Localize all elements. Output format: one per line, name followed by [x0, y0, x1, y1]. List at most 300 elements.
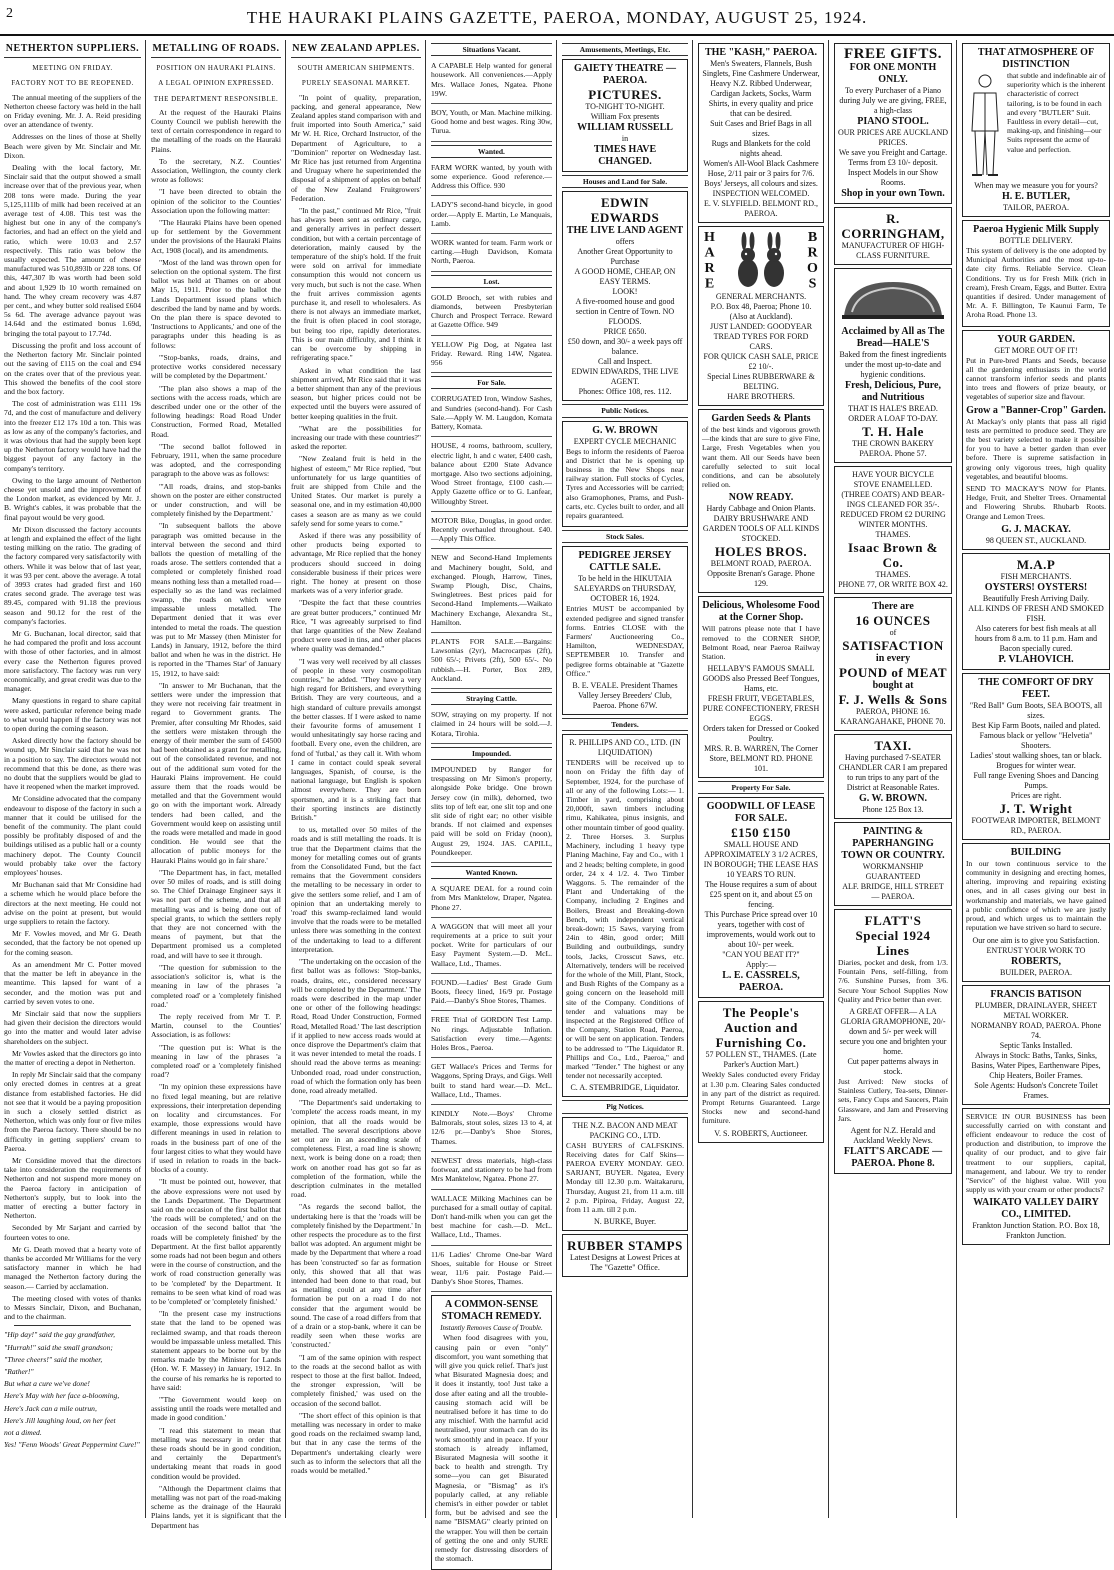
paragraph: "The Hauraki Plains have been opened up for settlement by the Government under the provisions of the Hauraki Plains Act, 1908 (local), and its amendments.: [151, 218, 281, 255]
taxi-phone: Phone 125 Box 13.: [862, 805, 924, 814]
corner-title: Delicious, Wholesome Food at the Corner Shop.: [702, 600, 820, 624]
waikato-name: WAIKATO VALLEY DAIRY CO., LIMITED.: [973, 1197, 1099, 1221]
section-pig-notices: Pig Notices.: [562, 1100, 688, 1113]
batison-sub: PLUMBER, DRAINLAYER, SHEET METAL WORKER.: [975, 1000, 1097, 1020]
batison-agent: Sole Agents: Hudson's Concrete Toilet Frames.: [974, 1080, 1098, 1100]
ad-line: HARE BROTHERS.: [727, 392, 795, 401]
atmosphere-text: that subtle and indefinable air of superiority which is the inherent characteristic of correct tailoring, is to be found in each and every "BUTLER" Suit. Faultless in every detail—cut, making-up, and finishing—our Suits represent the acme of value and perfection.: [1007, 71, 1106, 154]
your-garden-text: Put in Pure-bred Plants and Seeds, because all the gardening enthusiasts in the world cannot transform inferior seeds and plants into trees and flowers of prize beauty, or vegetables of superior size and flavour.: [966, 355, 1106, 402]
paragraph: Here's Jill laughing loud, on her feet: [4, 1415, 116, 1425]
hare-lines: [702, 292, 820, 402]
classified-ad: [431, 1013, 552, 1058]
map-text: Also caterers for best fish meals at all hours from 8 a.m. to 11 p.m. Ham and Bacon specially cured.: [974, 623, 1098, 653]
phillips-text: TENDERS will be received up to noon on Friday the fifth day of September, 1924, for the purchase of all or any of the following Lots:— 1. Timber in yard, comprising about 20,000ft, sawn timbers including rimu, Kahikatea, pinus insignis, and other mountain timber of good quality. 2. Three Horses. 3. Surplus Machinery, including 1 heavy type Planing Machine, Fay and Co., with 1 and 2 heads; belting complete, in good order, 24 x 4 1/2. 4. Two Timber Waggons. 5. The remainder of the Plant and Undertaking of the Company, including 2 Engines and Boilers, Breast and Breaking-down Bench, with independent vertical break-down; 15 Saws, varying from 24in to 48in, good order; Mill Building and outbuildings, sundry tools, Jacks, Crosscut Saws, etc. Alternatively, tenders will be received for the whole of the Mill, Plant, Stock, and Bush Rights of the Company as a going concern on the leasehold mill site of the Company. Conditions of tender and valuations may be inspected at the Registered Office of the Company, Station Road, Paeroa, or will be sent on application. Tenders to be addressed to "The Liquidator R. Phillips and Co., Ltd., Paeroa," and marked "Tender." The highest or any tender not necessarily accepted.: [566, 758, 684, 1081]
paragraph: The meeting closed with votes of thanks to Messrs Sinclair, Dixon, and Buchanan, and to the chairman.: [4, 1293, 141, 1322]
atmosphere-measure: When may we measure you for yours?: [974, 181, 1098, 190]
meat-l2: 16 OUNCES: [855, 613, 931, 628]
ad-line: Ladies' stout walking shoes, tan or black.: [970, 750, 1102, 760]
paragraph: not a dimed.: [4, 1428, 42, 1438]
paragraph: "In the past," continued Mr Rice, "fruit has always been sent as ordinary cargo, and generally arrives in perfect dessert condition, but with a certain percentage of deterioration, mainly caused by the temperature of the ship's hold. If the fruit were sold on arrival for immediate consumption this would not concern us very much, but such is not the case. When the fruit arrives commission agents purchase it, and resell to wholesalers. As there is not always an immediate market, the fruit is often placed in cool storage, but being too ripe, rapidly deteriorates. This is our main difficulty, and I think it can be overcome by shipping in refrigerating space.": [291, 206, 421, 363]
bicycle-l4: INGS CLEANED FOR 35/-.: [846, 500, 940, 509]
classified-ad: [431, 1192, 552, 1246]
painting-name: ALF. BRIDGE, HILL STREET — PAEROA.: [842, 882, 944, 901]
flatt-agent: Agent for N.Z. Herald and Auckland Weekly News.: [850, 1126, 936, 1146]
gaiety-nights: TO-NIGHT TO-NIGHT.: [585, 102, 665, 112]
wells-name: F. J. Wells & Sons: [838, 692, 948, 707]
bacon-sig: N. BURKE, Buyer.: [594, 1217, 656, 1227]
gaiety-presents: William Fox presents: [590, 112, 660, 122]
paragraph: Owing to the large amount of Netherton cheese yet unsold and the improvement of the London market, as evidenced by Mr. J. B. Wright's cables, it was probable that the final payout would be very good.: [4, 475, 141, 522]
goodwill-price: £150 £150: [731, 825, 791, 841]
paragraph: "Hip day!" said the gay grandfather,: [4, 1330, 115, 1340]
ad-line: Suit Cases and Brief Bags in all sizes.: [710, 119, 812, 138]
goodwill-text: SMALL HOUSE AND APPROXIMATELY 3 1/2 ACRES, IN BOROUGH; THE LEASE HAS 10 YEARS TO RUN.: [703, 840, 819, 880]
ad-line: Women's All-Wool Black Cashmere Hose, 2/11 pair or 3 pairs for 7/6.: [703, 159, 819, 178]
fish-merchants-ad: [962, 553, 1110, 670]
paragraph: "The Department's said undertaking to 'complete' the access roads meant, in my opinion, that all the roads would be metalled. The several descriptions above set out are in an ascending scale of completeness. First, a road line is shown; next, work is being done on a road; then work on another road has got so far as completion of the formation, while the description culminates in the metalled road.: [291, 1098, 421, 1200]
goodwill-title: GOODWILL OF LEASE FOR SALE.: [706, 801, 816, 825]
classified-ad-text: WORK wanted for team. Farm work or carting.—Hugh Davidson, Komata North, Paeroa.: [431, 238, 552, 266]
corringham-ad: [834, 207, 952, 265]
paragraph: "Although the Department claims that metalling was not part of the road-making scheme as the drainage of the Hauraki Plains lands, yet it is significant that the Department has: [151, 1483, 281, 1530]
hale-addr: THE CROWN BAKERY PAEROA. Phone 57.: [852, 439, 934, 458]
subhead-factory: FACTORY NOT TO BE REOPENED.: [11, 79, 134, 88]
ad-line: E. V. SLYFIELD. BELMONT RD., PAEROA.: [703, 199, 819, 218]
atmosphere-body: [966, 71, 1106, 181]
newspaper-title: THE HAURAKI PLAINS GAZETTE, PAEROA, MONDAY, AUGUST 25, 1924.: [246, 8, 868, 27]
batison-name: FRANCIS BATISON: [990, 988, 1082, 1000]
phillips-tender-ad: [562, 734, 688, 1097]
paragraph: Mr G. Death moved that a hearty vote of thanks be accorded Mr Williams for the very satisfactory manner in which he had managed the Netherton factory during the season.— Carried by acclamation.: [4, 1244, 141, 1291]
hale-text: Baked from the finest ingredients under the most up-to-date and hygienic conditions.: [839, 350, 947, 379]
paragraph: "The short effect of this opinion is that metalling was necessary in order to make good roads on the reclaimed swamp land, but that in any case the terms of the Department's undertaking clearly were such as to inform the selectors that all the roads would be metalled.": [291, 1410, 421, 1476]
paragraph: "It must be pointed out, however, that the above expressions were not used by the Lands Department. The Department said on the occasion of the first ballot that 'the roads will be completed,' and on the occasion of the second ballot that 'the roads will be completely finished' by the Department. At the first ballot apparently some roads had not been begun and others were in the course of construction, and the work of road construction generally was to be 'completed' by the Department. It remains to be seen what kind of road was to be 'completed' or 'completely finished.': [151, 1177, 281, 1306]
paragraph: "In answer to Mr Buchanan, that the settlers were under the impression that they were not receiving fair treatment in regard to Government grants. The Premier, after consulting Mr Rhodes, said the settlers were mistaken through the energy of their member the sum of £4500 had been obtained as a grant for metalling, out of the consolidated revenue, and not out of the additional sum voted for the Hauraki Plains improvement. He could assure them that the roads would be metalled and that the Government would go on with the important work. Already tenders had been called, and the Government would keep on assisting until the roads were metalled and made in good condition. He would see that the allocation of public moneys for the Hauraki Plains would go in fair share.': [151, 680, 281, 865]
gaiety-film: TIMES HAVE CHANGED.: [593, 144, 657, 168]
map-oysters: OYSTERS! OYSTERS!: [984, 581, 1088, 593]
article-body: [4, 93, 141, 1322]
jersey-sale-ad: [562, 546, 688, 715]
ad-line: Special Lines RUBBERWARE & BELTING.: [707, 372, 815, 391]
free-inspect: Inspect Models in our Show Rooms.: [847, 168, 939, 187]
paragraph: to us, metalled over 50 miles of the roads and is still metalling the roads. It is true that the Department claims that the money for metalling comes out of grants from the Consolidated Fund, but the fact remains that the Government considers the metalling to be necessary in order to give the settlers some relief, and I am of opinion that an undertaking merely to 'road' this swamp-reclaimed land would involve that the roads were to be metalled unless there was something in the context of the undertaking to lead to a different interpretation.: [291, 825, 421, 954]
gentleman-figure-icon: [966, 71, 1004, 181]
paragraph: "'All roads, drains, and stop-banks shown on the poster are either constructed or under construction, and will be completely finished by the Department.': [151, 481, 281, 519]
paragraph: To the secretary, N.Z. Counties' Association, Wellington, the county clerk wrote as follows:: [151, 156, 281, 185]
batison-addr: NORMANBY ROAD, PAEROA. Phone 74.: [970, 1020, 1102, 1040]
your-garden-send: SEND TO MACKAY'S NOW for Plants. Hedge, Fruit, and Shelter Trees. Ornamental and Flowering Shrubs. Rhubarb Roots. Orange and Lemon Trees.: [966, 484, 1106, 521]
classified-ad: [431, 1154, 552, 1190]
gaiety-in: in: [621, 134, 629, 144]
meat-l3: of: [889, 628, 897, 637]
garden-hardy: Hardy Cabbage and Onion Plants.: [706, 504, 816, 514]
column-shops: [830, 40, 957, 1518]
flatt-sig: FLATT'S ARCADE — PAEROA. Phone 8.: [843, 1146, 943, 1170]
peoples-auction-ad: [698, 1001, 824, 1142]
taxi-name: G. W. BROWN.: [858, 793, 928, 804]
paragraph: "I was very well received by all classes of people in these very cosmopolitan countries," he added. "They have a very high regard for Britishers, and everything British. They are very courteous, and a high standard of culture prevails amongst the better classes. If I were asked to name their favourite forms of amusement I would unhesitatingly say horse racing and football. Every one, even the children, are fond of 'futbal,' as they call it. With whom I came in contact could speak several languages, Spanish, of course, is the national language, but English is spoken almost everywhere. They are born sportsmen, and it is a striking fact that their sporting instincts are distinctly British.": [291, 656, 421, 823]
section-public-notices: Public Notices.: [562, 404, 688, 417]
flatt-text: Diaries, pocket and desk, from 1/3. Fountain Pens, self-filling, from 7/6. Sunshine Purses, from 3/6. Secure Your School Supplies Now Quality and Price better than ever.: [838, 958, 948, 1004]
wright-name: J. T. Wright: [999, 800, 1073, 816]
free-text: To every Purchaser of a Piano during July we are giving, FREE, a high-class: [839, 86, 947, 115]
butler-tailor-ad: [962, 43, 1110, 217]
milk-supply-ad: [962, 220, 1110, 327]
paragraph: "Hurrah!" said the small grandson;: [4, 1342, 113, 1352]
classified-ad-text: BOY, Youth, or Man. Machine milking. Good home and best wages. Ring 30w, Turua.: [431, 108, 552, 136]
feature-text: When food disagrees with you, causing pain or even "only" discomfort, you want something that will give you quick relief. That's just what Bisurated Magnesia does; and it does it instantly, too! Just take a dose after eating and all the trouble-causing stomach acid will be neutralised before it has time to do any mischief. With the harmful acid neutralised, your stomach can do its work smoothly and in peace. If your stomach is already inflamed, Bisurated Magnesia will soothe it back to health and strength. Try some—you can get Bisurated Magnesia, or "Bismag" as it's popularly called, at any reliable chemist's in either powder or tablet form, but be advised and see the name "BISMAG" clearly printed on the wrapper. You will then be certain of getting the one and only SURE remedy for distressing disorders of the stomach.: [435, 1333, 548, 1564]
ad-line: FOR QUICK CASH SALE, PRICE £2 10/-.: [703, 352, 819, 371]
paragraph: "Most of the land was thrown open for selection on the optional system. The first ballot was held at Thames on or about May 15, 1911. Prior to the ballot the Lands Department issued plans which described the land by name and by words. On the plan there is space devoted to 'Instructions to Applicants,' and one of the paragraphs under this heading is as follows:: [151, 257, 281, 350]
headline-apples: NEW ZEALAND APPLES.: [291, 44, 421, 58]
paragraph: Mr Vowles asked that the directors go into the matter of erecting a depot in Netherton.: [4, 1048, 141, 1067]
gaiety-star: WILLIAM RUSSELL: [577, 122, 673, 134]
meat-l4: SATISFACTION: [842, 638, 944, 653]
subhead-legal: A LEGAL OPINION EXPRESSED.: [158, 79, 274, 88]
ad-line: JUST LANDED: GOODYEAR TREAD TYRES FOR FORD CARS.: [709, 322, 813, 351]
article-body: [291, 93, 421, 1476]
paragraph: As an amendment Mr C. Potter moved that the matter be left in abeyance in the meantime. This lapsed for want of a seconder, and the motion was put and carried by seven votes to one.: [4, 959, 141, 1006]
mackay-addr: 98 QUEEN ST., AUCKLAND.: [985, 535, 1087, 545]
free-title: FREE GIFTS.: [843, 46, 943, 62]
taxi-ad: [834, 734, 952, 819]
roberts-name: ROBERTS,: [1011, 955, 1061, 967]
paragraph: "Three cheers!" said the mother,: [4, 1354, 103, 1364]
classified-ad: [431, 236, 552, 272]
classified-heading: For Sale.: [431, 376, 552, 389]
subhead-seasonal: PURELY SEASONAL MARKET.: [301, 79, 411, 88]
flatt-arrived: Just Arrived: New stocks of Stainless Cutlery, Tea-sets, Dinner-sets, Fancy Cups and Saucers, Plain Glassware, and Jam and Preserving Jars.: [838, 1077, 948, 1123]
auction-sig: V. S. ROBERTS, Auctioneer.: [714, 1128, 808, 1138]
corringham-sub: MANUFACTURER OF HIGH-CLASS FURNITURE.: [841, 241, 945, 260]
map-sub: FISH MERCHANTS.: [1000, 571, 1072, 581]
phillips-sig: C. A. STEMBRIDGE, Liquidator.: [570, 1083, 680, 1093]
brown-title: EXPERT CYCLE MECHANIC: [573, 436, 677, 446]
ad-line: INSPECTION WELCOMED.: [712, 189, 810, 198]
paragraph: Mr Buchanan said that Mr Considine had a scheme which he would place before the directors at the next meeting. He could not advise on the point at present, but would urge suppliers to retain the factory.: [4, 880, 141, 927]
classified-ad-text: FOUND.—Ladies' Best Grade Gum Boots, fleecy lined, 16/9 pr. Postage Paid.—Danby's Shoe Stores, Thames.: [431, 977, 552, 1006]
classified-heading: Wanted Known.: [431, 866, 552, 879]
feature-sub: Instantly Removes Cause of Trouble.: [440, 1324, 543, 1333]
meat-ad: [834, 597, 952, 731]
classified-ad-text: PLANTS FOR SALE.—Bargains: Lawsonias (2yr), Macrocarpas (2ft), 500 65/-; Privets (2ft), 500 65/-. No rubbish.—H. Porter, Box 289, Auckland.: [431, 636, 552, 683]
auction-addr: 57 POLLEN ST., THAMES. (Late Parker's Auction Mart.): [705, 1050, 817, 1070]
hare-bros-ad: [698, 226, 824, 406]
paragraph: "The question for submission to the association's solicitor is, what is the meaning in law of the phrases 'a completed road' or a 'completely finished road.': [151, 962, 281, 1009]
wells-addr: PAEROA, PHONE 16. KARANGAHAKE, PHONE 70.: [840, 707, 946, 726]
map-fresh: Beautifully Fresh Arriving Daily.: [982, 593, 1090, 603]
flatt-offer: A GREAT OFFER— A LA GLORIA GRAMOPHONE, 20/- down and 5/- per week will secure you one and brighten your home.: [839, 1007, 947, 1057]
corner-shop-ad: [698, 596, 824, 778]
classified-ad-text: 11/6 Ladies' Chrome One-bar Ward Shoes, suitable for House or Street wear, 11/6 pair. Postage Paid.—Danby's Shoe Stores, Thames.: [431, 1249, 552, 1287]
subhead-meeting: MEETING ON FRIDAY.: [32, 64, 113, 73]
paragraph: Asked directly how the factory should be wound up, Mr Sinclair said that he was not in a position to say. The directors would not recommend that this be done, as there was no doubt that the suppliers would be glad to have it reopened when the market improved.: [4, 736, 141, 792]
map-kinds: ALL KINDS OF FRESH AND SMOKED FISH.: [968, 603, 1104, 623]
ad-line: Men's Sweaters, Flannels, Bush Singlets, Fine Cashmere Underwear, Heavy N.Z. Ribbed Underwear, Cardigan Jackets, Socks, Warm Shirts, in every quality and price that can be desired.: [702, 59, 820, 118]
rubber-title: RUBBER STAMPS: [567, 1238, 683, 1254]
goodwill-beat: "CAN YOU BEAT IT?": [722, 950, 800, 960]
bicycle-l2: STOVE ENAMELLED.: [853, 480, 933, 489]
brown-text: Begs to inform the residents of Paeroa and District that he is opening up business in the New Shops near railway station. Full stocks of Cycles, Tyres and Accessories will be carried; also Gramophones, Prams, and Push-carts, etc. Cycles built to order, and all repairs guaranteed.: [566, 446, 684, 521]
taxi-text: Having purchased 7-SEATER CHANDLER CAR I am prepared to run trips to any part of the District at Reasonable Rates.: [838, 753, 948, 792]
section-property: Property For Sale.: [698, 781, 824, 794]
building-text: In our town continuous service to the community in designing and erecting homes, altering, improving and repairing existing ones, and in all cases giving our best in workmanship and materials, we have gained a public confidence of which we are justly proud, and which urges us to maintain the reputation we have striven so hard to secure.: [966, 858, 1106, 933]
paragraph: Seconded by Mr Sarjant and carried by fourteen votes to one.: [4, 1223, 141, 1242]
paragraph: "The second ballot followed in February, 1911, when the same procedure was adopted, and the corresponding paragraph to the above was as follows:: [151, 441, 281, 479]
building-ad: [962, 843, 1110, 982]
column-tradesmen: [958, 40, 1114, 1518]
painting-title: PAINTING & PAPERHANGING TOWN OR COUNTRY.: [841, 826, 945, 861]
column-metalling: [147, 40, 286, 1530]
classified-heading: Straying Cattle.: [431, 692, 552, 705]
bicycle-l1: HAVE YOUR BICYCLE: [852, 470, 934, 479]
bacon-text: CASH BUYERS of CALFSKINS. Receiving dates for Calf Skins— PAEROA EVERY MONDAY. GEO. SARJANT, BUYER. Ngatea, Every Monday till 12.30 p.m. Waitakaruru, Thursday, August 21, from 11 a.m. till 2 p.m. Pipiroa, Friday, August 22, from 11 a.m. till 2 p.m.: [566, 1140, 684, 1214]
corner-hellaby: HELLABY'S FAMOUS SMALL GOODS also Pressed Beef Tongues, Hams, etc.: [702, 664, 820, 694]
painting-guarantee: WORKMANSHIP GUARANTEED: [862, 862, 924, 881]
classified-ad: [431, 1248, 552, 1293]
waikato-dairy-ad: [962, 1108, 1110, 1246]
subhead-department: THE DEPARTMENT RESPONSIBLE.: [153, 94, 279, 103]
goodwill-spread: This Purchase Price spread over 10 years, together with cost of improvements, would work out to about 10/- per week.: [704, 910, 818, 950]
ad-line: P.O. Box 48, Paeroa; Phone 10. (Also at Auckland).: [710, 302, 812, 321]
classified-ad: [431, 976, 552, 1012]
headline-netherton: NETHERTON SUPPLIERS.: [4, 44, 141, 58]
building-entrust: ENTRUST YOUR WORK TO: [986, 945, 1086, 955]
building-aim: Our one aim is to give you Satisfaction.: [972, 935, 1100, 945]
classified-ad: [431, 882, 552, 918]
milk-title: Paeroa Hygienic Milk Supply: [973, 224, 1099, 235]
corner-sig: MRS. R. B. WARREN, The Corner Store, BELMONT RD. PHONE 101.: [704, 744, 818, 774]
paragraph: Addresses on the lines of those at Shelly Beach were given by Mr. Sinclair and Mr. Dixon.: [4, 132, 141, 160]
paragraph: "In subsequent ballots the above paragraph was omitted because in the interval between the second and third ballots the question of metalling of the roads arose. The settlers contended that a completed or completely finished road means nothing less than a metalled road—especially so as the land was reclaimed swamp, the roads on which were impassable unless metalled. The Department denied that it was ever intended to metal the roads. The question was put to Mr Massey (then Minister for Lands) in January, 1912, before the third ballot and when he was in the district. He is reported in the 'Thames Star' of January 15, 1912, to have said:: [151, 521, 281, 678]
holes-addr: BELMONT ROAD, PAEROA. Opposite Brenan's Garage. Phone 129.: [707, 559, 815, 589]
paragraph: In reply Mr Sinclair said that the company only erected domes in centres at a great distance from established factories. He did not see that it would be a paying proposition in such a closely settled district as Netherton, which was only four or five miles from the Paeroa factory. There should be no difficulty in getting suppliers' cream to Paeroa.: [4, 1070, 141, 1153]
brown-name: G. W. BROWN: [592, 424, 658, 436]
classified-ad-text: GET Wallace's Prices and Terms for Waggons, Spring Drays, and Gigs. Well built to stand hard wear.—D. McL. Wallace, Ltd., Thames.: [431, 1062, 552, 1099]
paragraph: "As regards the second ballot, the undertaking here is that the 'roads will be completely finished by the Department.' In other respects the procedure as to the first ballot was adopted. An argument might be made by the Department that where a road has been 'constructed' so far as formation only, this showed that all that was intended had been done to that road, but as metalling could at any time after formation be put on a road I do not consider that the argument would be sound. The case of a road differs from that of a drain or a stop-bank, where it can be readily seen when these works are 'constructed.': [291, 1202, 422, 1350]
gw-brown-ad: [562, 421, 688, 528]
ad-line: Rugs and Blankets for the cold nights ahead.: [711, 139, 811, 158]
classified-ad: [431, 763, 552, 863]
gaiety-pictures: PICTURES.: [588, 87, 662, 103]
rubber-text: Latest Designs at Lowest Prices at The "Gazette" Office.: [570, 1253, 680, 1273]
paragraph: "I read this statement to mean that metalling was necessary in order that these roads should be in good condition, and certainly the Department's undertaking meant that roads in good condition would be provided.: [151, 1425, 281, 1481]
your-garden-title: YOUR GARDEN.: [997, 333, 1075, 345]
classified-ad-text: NEWEST dress materials, high-class footwear, and stationery to be had from Mrs Manktelow, Ngatea. Phone 27.: [431, 1155, 552, 1184]
classified-ad: [431, 920, 552, 974]
classified-heading: Impounded.: [431, 747, 552, 760]
classified-ad-text: NEW and Second-Hand Implements and Machinery bought, Sold, and exchanged. Plough, Harrow, Tines, Swamp Plough, Disc, Chains, Swingletrees. Best prices paid for Second-Hand Implements.—Waikato Machinery Exchange, Alexandra St., Hamilton.: [431, 553, 552, 627]
classified-heading: Lost.: [431, 275, 552, 288]
mackay-garden-ad: [962, 330, 1110, 550]
isaac-town: THAMES.: [875, 570, 911, 579]
classified-ad-text: LADY'S second-hand bicycle, in good order.—Apply E. Martin, Le Manquais, Lamb.: [431, 200, 552, 228]
classified-heading: Situations Vacant.: [431, 43, 552, 56]
paragraph: "New Zealand fruit is held in the highest of esteem," Mr Rice replied, "but unfortunately for us large quantities of fruit are shipped from Chile and the United States. Our market is purely a seasonal one, and in my estimation 40,000 cases a season are as many as we could safely send for some years to come.": [291, 454, 421, 528]
paragraph: "'Stop-banks, roads, drains, and protective works considered necessary will be completed by the Department.': [151, 352, 281, 381]
classified-ad: [431, 59, 552, 104]
paragraph: "In point of quality, preparation, packing, and general appearance, New Zealand apples stand comparison with and fruit imported into South America," said Mr W. H. Rice, Orchard Instructor, of the Department of Agriculture, to a "Dominion" reporter on Wednesday last. Mr Rice has just returned from Argentina and Uruguay where he superintended the disposal of a shipment of apples on behalf of the New Zealand Fruitgrowers' Federation.: [291, 92, 421, 203]
meat-l1: There are: [872, 601, 914, 612]
edwards-home: A GOOD HOME, CHEAP, ON EASY TERMS.: [574, 267, 676, 287]
bacon-company-ad: [562, 1117, 688, 1232]
feature-headline: A COMMON-SENSE STOMACH REMEDY.: [441, 1299, 542, 1323]
auction-text: Weekly Sales conducted every Friday at 1.30 p.m. Clearing Sales conducted in any part of the district as required. Prompt Returns Guaranteed. Large Stocks new and second-hand furniture.: [702, 1070, 820, 1126]
paragraph: "I am of the same opinion with respect to the roads at the second ballot as with respect to those at the first ballot. Indeed, the stronger expression, 'will be completely finished,' was used on the occasion of the second ballot.: [291, 1352, 421, 1408]
classified-ad-text: YELLOW Pig Dog, at Ngatea last Friday. Reward. Ring 14W, Ngatea. 956: [431, 339, 552, 368]
paragraph: "What are the possibilities for increasing our trade with these countries?" asked the reporter.: [291, 423, 421, 452]
paragraph: "The plan also shows a map of the sections with the access roads, which are described under one or the other of the following headings: Road Road Under Construction, Formed Road, Metalled Road.: [151, 383, 281, 439]
page-number: 2: [6, 6, 14, 21]
classified-ad: [431, 161, 552, 197]
paragraph: "The undertaking on the occasion of the first ballot was as follows: 'Stop-banks, roads, drains, etc., considered necessary will be completed by the Department.' The roads were described in the map under one or other of the following headings: Road, Road Under Construction, Formed Road, Metalled Road.' The last description if it applied to new access roads would at once disprove the Department's claim that it was never intended to metal the roads. I should read the above terms as meaning: Unbonded road, road under construction, road of which the formation only has been done, road already metalled.: [291, 957, 421, 1095]
edwards-sub: THE LIVE LAND AGENT: [566, 225, 684, 237]
milk-text: This system of delivery is the one adopted by Municipal Authorities and the most up-to-date city firms. Reliable Service. Clean Conditions. Try us for Fresh Milk (rich in cream), Fresh Cream, Eggs, and Butter. Extra quantities if desired. Under management of Mr. A. F. Billington, Te Kaunui Farm, Te Aroha Road. Phone 13.: [966, 246, 1106, 320]
ad-line: Prices are right.: [1010, 790, 1062, 800]
paragraph: At the request of the Hauraki Plains County Council we publish herewith the text of certain correspondence in regard to the metalling of the roads on the Hauraki Plains.: [151, 107, 281, 154]
classified-ad-text: HOUSE, 4 rooms, bathroom, scullery, electric light, h and c water, £400 cash, balance about £200 State Advance mortgage. Also two sections adjoining, Wood Street frontage, £100 cash.—Apply Gazette office or to G. Lanfear, Willoughby Street.: [431, 441, 552, 506]
ad-line: Brogues for winter wear.: [996, 760, 1076, 770]
paragraph: Yes! "Fenn Woods' Great Peppermint Cure!": [4, 1440, 140, 1450]
classified-ad: [431, 198, 552, 234]
section-houses: Houses and Land for Sale.: [562, 175, 688, 188]
classified-ad: [431, 338, 552, 374]
painting-ad: [834, 822, 952, 906]
paragraph: Asked in what condition the last shipment arrived, Mr Rice said that it was a better shipment than any of the previous season, but higher prices could not be expected until the buyers were assured of better keeping qualities in the fruit.: [291, 365, 421, 421]
map-title: M.A.P: [1016, 556, 1056, 572]
rubber-stamps-ad: [562, 1234, 688, 1277]
classified-ad: [431, 708, 552, 744]
classified-ad-text: CORRUGATED Iron, Window Sashes, and Sundries (second-hand). For Cash Sale.—Apply W. M. Laugdon, Komata Battery, Komata.: [431, 394, 552, 432]
classified-ad: [431, 291, 552, 336]
batison-septic: Septic Tanks Installed.: [999, 1040, 1073, 1050]
feet-lines: [966, 701, 1106, 801]
paragraph: Asked if there was any possibility of other products being exported to advantage, Mr Rice replied that the honey producers should succeed in doing considerable business if their prices were right. The honey at present on those markets was of a very inferior grade.: [291, 530, 421, 596]
mackay-name: G. J. MACKAY.: [1001, 523, 1071, 535]
batison-plumber-ad: [962, 985, 1110, 1105]
garden-text: of the best kinds and vigorous growth—the kinds that are sure to give Fine, Large, Fresh Vegetables when you want them. All our Seeds have been carefully selected to suit local conditions, and can be absolutely relied on.: [702, 425, 820, 490]
building-title: BUILDING: [1010, 846, 1062, 858]
classified-sections: [431, 43, 552, 1292]
garden-seeds-ad: [698, 409, 824, 593]
gaiety-theatre-ad: [562, 59, 688, 172]
paragraph: Mr Considine advocated that the company endeavour to dispose of the factory in such a manner that it could be utilised for the benefit of the community. The plant could possibly be profitably disposed of and the buildings utilised as a public hall or a county machinery depot. The County Council would probably take over the factory employees' houses.: [4, 794, 141, 878]
wright-sub: FOOTWEAR IMPORTER, BELMONT RD., PAEROA.: [971, 815, 1101, 835]
goodwill-lease-ad: [698, 797, 824, 998]
stomach-remedy-feature: [431, 1295, 552, 1570]
goodwill-sig: L. E. CASSRELS, PAEROA.: [722, 970, 800, 994]
paragraph: Mr Considine moved that the directors take into consideration the requirements of Netherton and not suspend more money on the Paeroa factory in anticipation of Netherton's supply, but to look into the matter of erecting a butter factory in Netherton.: [4, 1155, 141, 1221]
goodwill-apply: Apply:—: [745, 960, 777, 970]
section-stock-sales: Stock Sales.: [562, 530, 688, 543]
corner-fresh: FRESH FRUIT, VEGETABLES, PURE CONFECTIONERY, FRESH EGGS.: [702, 694, 820, 724]
hale-fresh: Fresh, Delicious, Pure, and Nutritious: [844, 380, 941, 403]
headline-metalling: METALLING OF ROADS.: [151, 44, 281, 58]
meat-l5: in every: [875, 653, 911, 664]
goodwill-deposit: The House requires a sum of about £25 spent on it, and about £5 on fencing.: [705, 880, 817, 910]
classified-ad: [431, 392, 552, 437]
classified-ad-text: MOTOR Bike, Douglas, in good order. Recently overhauled throughout. £40.—Apply This Office.: [431, 515, 552, 544]
your-garden-sub: GET MORE OUT OF IT!: [994, 345, 1078, 355]
bicycle-enamel-ad: [834, 466, 952, 594]
edwards-call: Call and Inspect.: [598, 357, 652, 367]
edwards-agent: EDWIN EDWARDS, THE LIVE AGENT.: [571, 367, 679, 387]
kash-ad: [698, 43, 824, 223]
column-netherton: [0, 40, 146, 1518]
paragraph: "The question put is: What is the meaning in law of the phrases 'a completed road' or a 'completely finished road'?: [151, 1042, 281, 1080]
classified-ad: [431, 439, 552, 511]
classified-ad: [431, 551, 552, 633]
column-apples: [287, 40, 426, 1518]
edwards-another: Another Great Opportunity to Purchase: [577, 247, 673, 267]
paragraph: Discussing the profit and loss account of the Netherton factory Mr. Sinclair pointed out the saving of £115 on the coal and £94 on the crates over that of the previous year. This showed the benefits of the cool store and the box factory.: [4, 340, 141, 396]
paragraph: Many questions in regard to share capital were asked, particular reference being made to what would happen if the factory was not to open during the coming season.: [4, 696, 141, 734]
poem: [4, 1330, 141, 1449]
classified-ad-text: KINDLY Note.—Boys' Chrome Balmorals, stout soles, sizes 13 to 4, at 12/6 pr.—Danby's Shoe Stores, Thames.: [431, 1109, 552, 1146]
your-garden-grow: Grow a "Banner-Crop" Garden.: [966, 404, 1106, 416]
column-merchants: [694, 40, 829, 1518]
flatt-paper: Cut paper patterns always in stock.: [847, 1057, 939, 1077]
paragraph: "Rather!": [4, 1367, 34, 1377]
corner-orders: Orders taken for Dressed or Cooked Poultry.: [703, 724, 819, 744]
garden-ready: NOW READY.: [728, 492, 794, 504]
batison-stock: Always in Stock: Baths, Tanks, Sinks, Basins, Water Pipes, Earthenware Pipes, Chip Heaters, Boiler Frames.: [971, 1050, 1101, 1080]
paragraph: Here's May with her face a-blooming,: [4, 1391, 120, 1401]
edwards-offers: offers: [615, 237, 635, 247]
taxi-title: TAXI.: [874, 738, 912, 753]
rabbits-illustration-icon: [726, 231, 796, 291]
edwards-desc: A five-roomed house and good section in Centre of Town. NO FLOODS.: [575, 297, 675, 327]
ad-line: GENERAL MERCHANTS.: [715, 292, 807, 301]
classified-ad: [431, 1060, 552, 1105]
free-sub: FOR ONE MONTH ONLY.: [849, 62, 937, 85]
butler-name: H. E. BUTLER,: [1001, 191, 1071, 202]
classified-ad-text: GOLD Brooch, set with rubies and diamonds, between Presbyterian Church and Prospect Terrace. Reward at Gazette Office. 949: [431, 292, 552, 330]
free-gifts-ad: [834, 43, 952, 204]
roberts-sub: BUILDER, PAEROA.: [1000, 967, 1072, 977]
classified-ad: [431, 635, 552, 689]
feet-title: THE COMFORT OF DRY FEET.: [978, 676, 1094, 700]
corringham-name: R. CORRINGHAM,: [841, 211, 945, 241]
classified-ad-text: A WAGGON that will meet all your requirements at a price to suit your pocket. Write for particulars of our Easy Payment System.—D. McL. Wallace, Ltd., Thames.: [431, 921, 552, 968]
waikato-text: SERVICE IN OUR BUSINESS has been successfully carried on with constant and efficient endeavour to reduce the cost of production and distribution, to improve the quality of our product, and to give fair treatment to our suppliers, capital, management, and labour. We try to render "Service" of the highest value. Will you supply us with your cream or other products?: [966, 1111, 1106, 1195]
edwards-phones: Phones: Office 108, res. 112.: [578, 387, 672, 397]
paragraph: The annual meeting of the suppliers of the Netherton cheese factory was held in the hall on Friday evening. Mr. J. A. Reid presiding over an attendance of twenty.: [4, 92, 141, 130]
subhead-shipments: SOUTH AMERICAN SHIPMENTS.: [297, 64, 415, 73]
free-prices: OUR PRICES ARE AUCKLAND PRICES.: [838, 128, 949, 147]
paragraph: "I have been directed to obtain the opinion of the solicitor to the Counties' Association upon the following matter:: [151, 187, 281, 215]
phillips-title: R. PHILLIPS AND CO., LTD. (IN LIQUIDATION): [569, 738, 681, 758]
ad-line: Boys' Jerseys, all colours and sizes.: [704, 179, 818, 188]
classified-ad-text: WALLACE Milking Machines can be purchased for a small outlay of capital. Don't hand-milk when you can get the best machine for cash.—D. McL. Wallace, Ltd., Thames.: [431, 1193, 552, 1240]
kash-lines: [702, 59, 820, 219]
meat-l7: bought at: [872, 680, 914, 691]
classified-ad-text: FREE Trial of GORDON Test Lamp. No rings. Adjustable Inflation. Satisfaction every time.—Agents: Holes Bros., Paeroa.: [431, 1015, 552, 1053]
paragraph: Mr F. Vowles moved, and Mr G. Death seconded, that the factory be not opened up for the coming season.: [4, 929, 141, 957]
your-garden-text2: At Mackay's only plants that pass all rigid tests are permitted to produce seed. They are the best variety selected to make it possible for you to have a better garden than ever before. There is supreme satisfaction in growing only vigorous trees, high quality vegetables, and beautiful blooms.: [966, 416, 1106, 481]
article-body: [151, 108, 281, 1530]
dry-feet-ad: [962, 673, 1110, 840]
bicycle-l7: THAMES.: [875, 530, 911, 539]
bacon-title: THE N.Z. BACON AND MEAT PACKING CO., LTD.: [572, 1120, 678, 1140]
gaiety-title: GAIETY THEATRE — PAEROA.: [573, 63, 677, 87]
ad-line: Full range Evening Shoes and Dancing Pumps.: [973, 770, 1099, 790]
atmosphere-title: THAT ATMOSPHERE OF DISTINCTION: [977, 47, 1095, 70]
classified-ad: [431, 514, 552, 550]
hare-banner: [702, 230, 820, 292]
classified-ad: [431, 106, 552, 142]
jersey-sig: B. E. VEALE. President Thames Valley Jersey Breeders' Club, Paeroa. Phone 67W.: [572, 681, 678, 711]
